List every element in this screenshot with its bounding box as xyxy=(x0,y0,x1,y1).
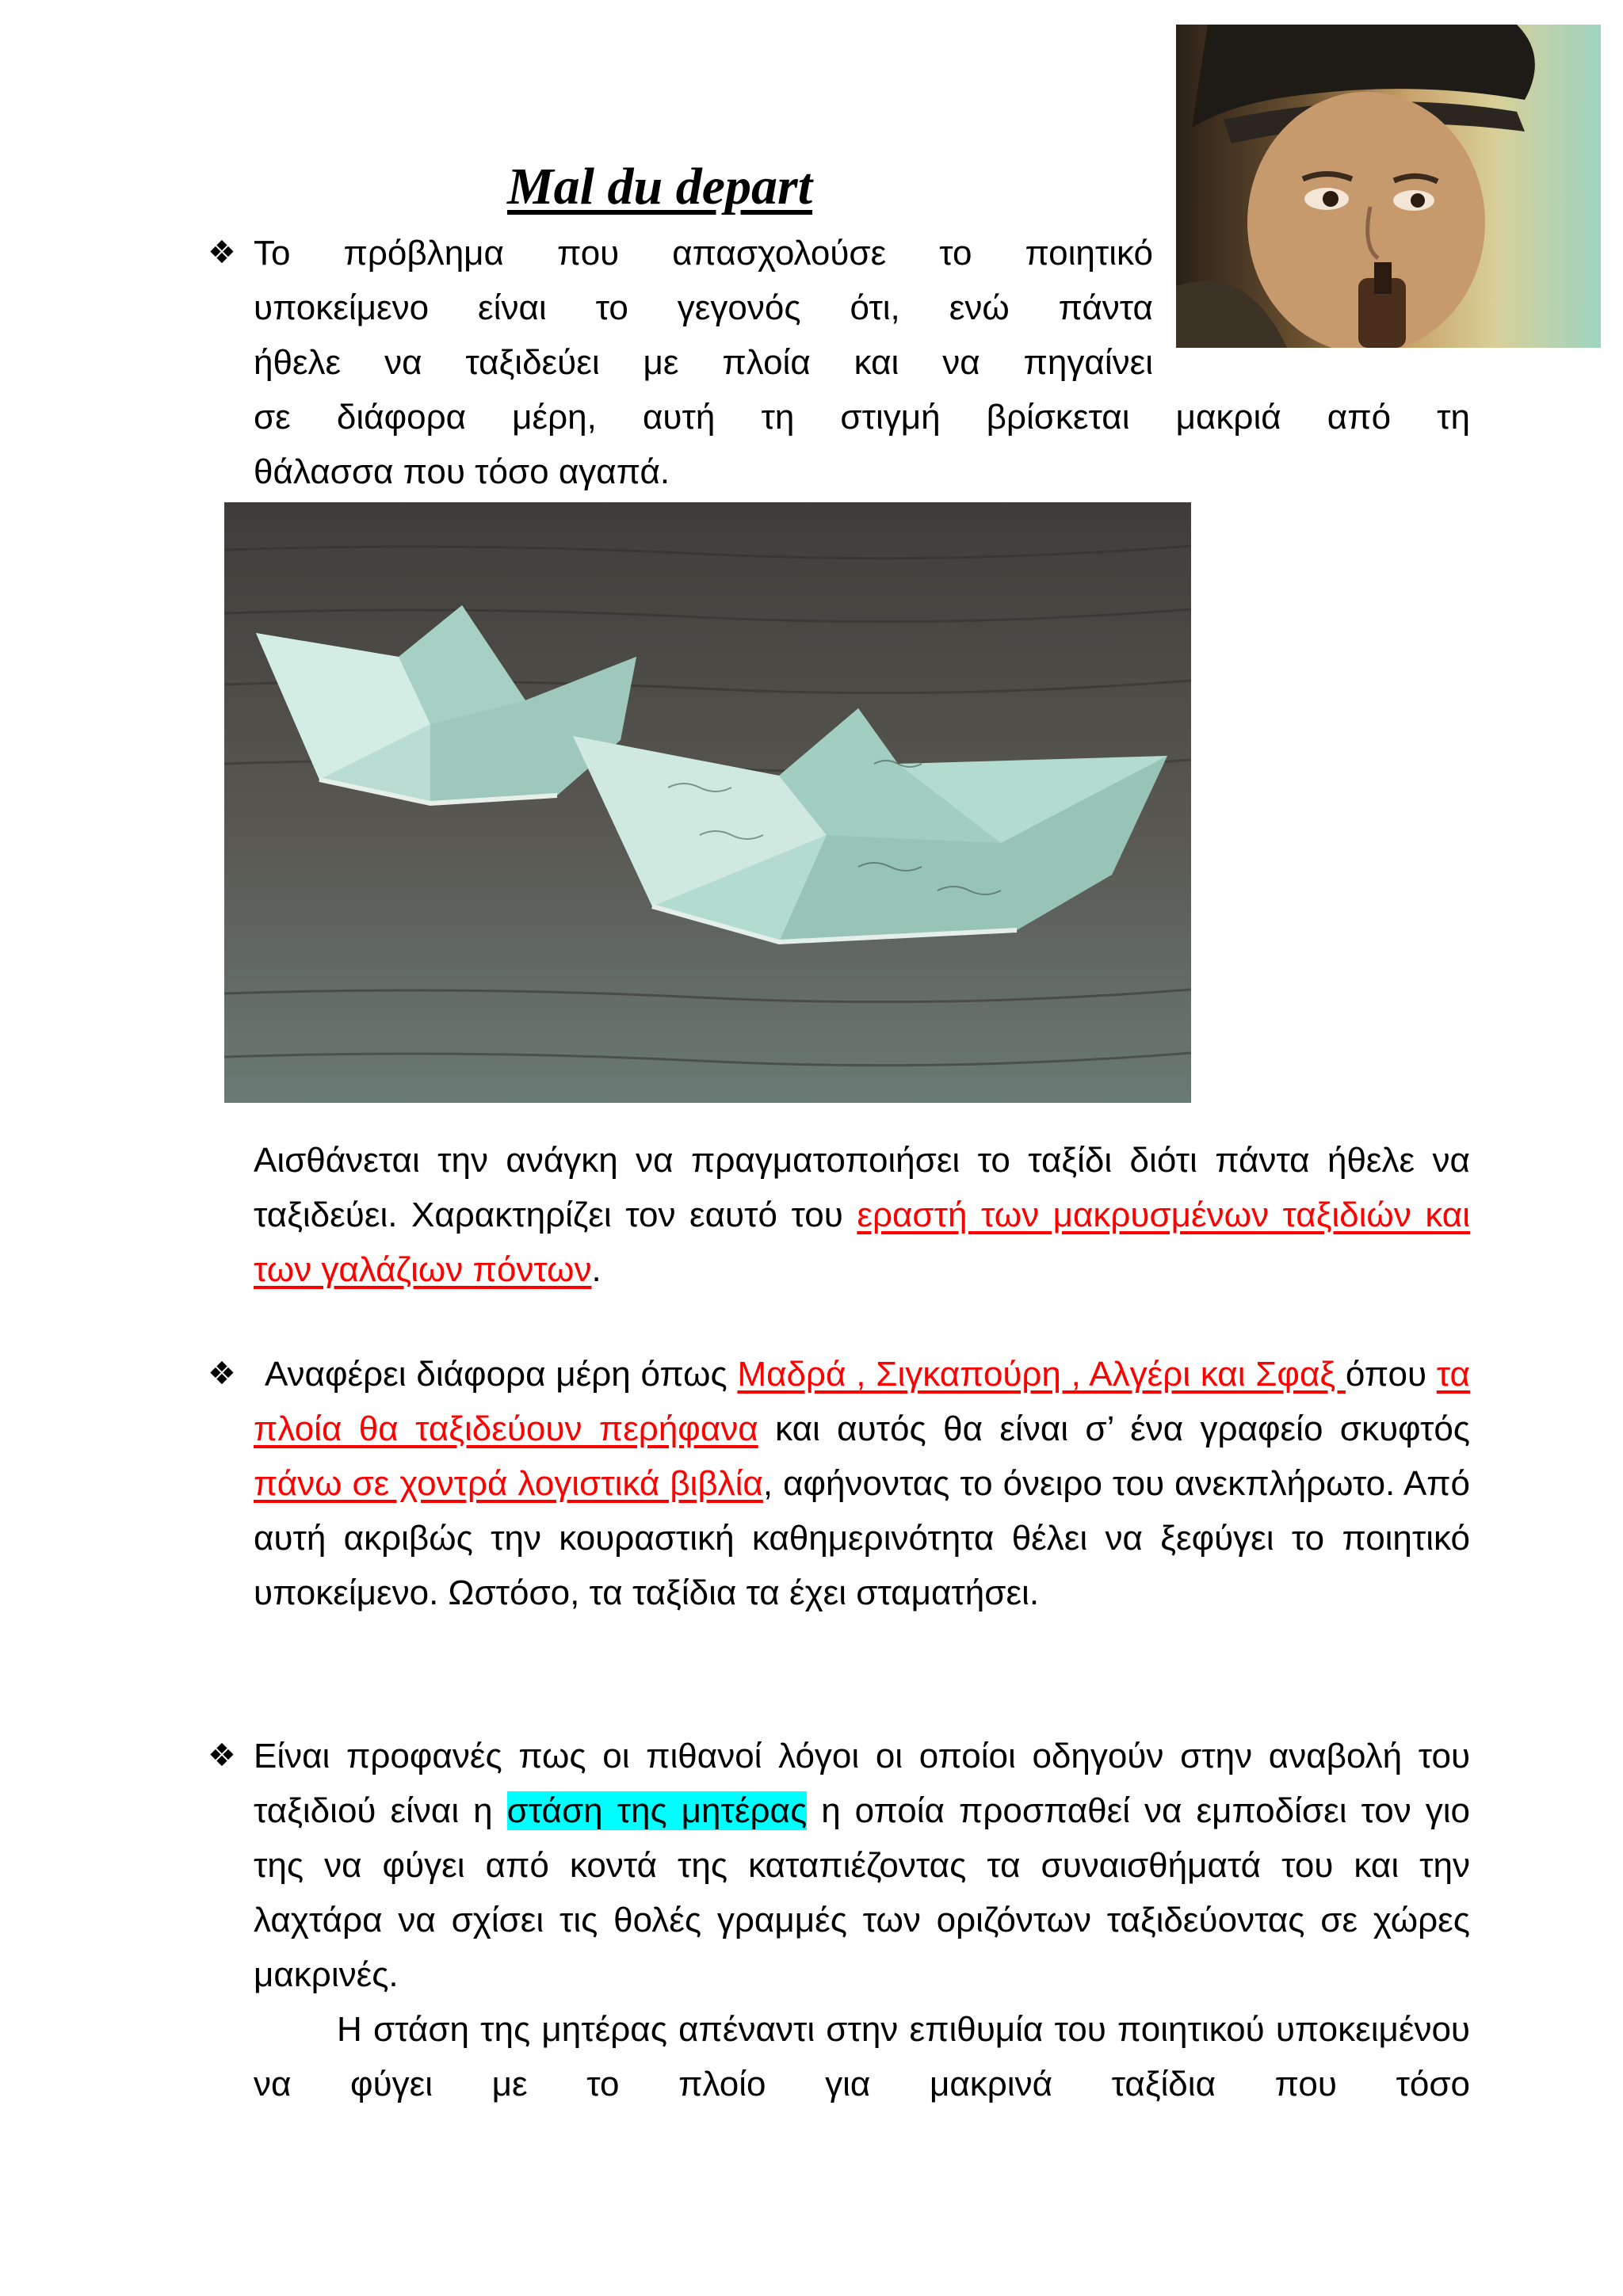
poet-portrait-image xyxy=(1176,25,1601,348)
paragraph-1-line-5: θάλασσα που τόσο αγαπά. xyxy=(254,452,670,491)
paragraph-2-red-phrase: εραστή των μακρυσμένων ταξιδιών και των γαλάζιων πόντων xyxy=(254,1196,1470,1289)
paragraph-4-text-b: η οποία προσπαθεί να εμποδίσει τον γιο της να φύγει από κοντά της καταπιέζοντας τα συναισθήματά του και την λαχτάρα να σχίσει τις θολές γραμμές των οριζόντων ταξιδεύοντας σε χώρες μακρινές. xyxy=(254,1791,1470,1994)
paragraph-2-end: . xyxy=(591,1250,601,1289)
paragraph-4-highlight: στάση της μητέρας xyxy=(506,1791,808,1830)
paragraph-5 xyxy=(254,2002,1470,2111)
paragraph-3-text-a: Αναφέρει διάφορα μέρη όπως xyxy=(265,1355,738,1394)
paragraph-3-books-phrase: πάνω σε χοντρά λογιστικά βιβλία xyxy=(254,1464,763,1503)
paragraph-3-ships-phrase: τα πλοία θα ταξιδεύουν περήφανα xyxy=(254,1355,1470,1448)
paragraph-2 xyxy=(254,1133,1470,1297)
paragraph-3-places: Μαδρά , Σιγκαπούρη , Αλγέρι και Σφαξ xyxy=(737,1355,1346,1394)
paragraph-4 xyxy=(254,1729,1470,2002)
bullet-icon: ❖ xyxy=(208,1737,236,1774)
bullet-icon: ❖ xyxy=(208,235,236,271)
paragraph-3 xyxy=(254,1347,1470,1620)
paragraph-1-line-2: υποκείμενο είναι το γεγονός ότι, ενώ πάντα xyxy=(254,288,1153,327)
paragraph-3-text-c: και αυτός θα είναι σ’ ένα γραφείο σκυφτός xyxy=(758,1409,1470,1448)
page-title: Mal du depart xyxy=(507,158,813,215)
paragraph-5-text: Η στάση της μητέρας απέναντι στην επιθυμία του ποιητικού υποκειμένου να φύγει με το πλοίο για μακρινά ταξίδια που τόσο xyxy=(254,2010,1470,2103)
paragraph-3-text-d: , αφήνοντας το όνειρο του ανεκπλήρωτο. Από αυτή ακριβώς την κουραστική καθημερινότητα θέλει να ξεφύγει το ποιητικό υποκείμενο. Ωστόσο, τα ταξίδια τα έχει σταματήσει. xyxy=(254,1464,1471,1612)
bullet-icon: ❖ xyxy=(208,1356,236,1392)
paragraph-1-line-1: Το πρόβλημα που απασχολούσε το ποιητικό xyxy=(254,234,1153,273)
paper-boats-image xyxy=(224,502,1191,1103)
paragraph-1-line-4: σε διάφορα μέρη, αυτή τη στιγμή βρίσκεται μακριά από τη xyxy=(254,398,1470,437)
paragraph-3-text-b: όπου xyxy=(1345,1355,1437,1394)
paragraph-1-line-3: ήθελε να ταξιδεύει με πλοία και να πηγαίνει xyxy=(254,343,1153,382)
paragraph-2-text: Αισθάνεται την ανάγκη να πραγματοποιήσει το ταξίδι διότι πάντα ήθελε να ταξιδεύει. Χαρακτηρίζει τον εαυτό του xyxy=(254,1141,1470,1234)
paragraph-4-text-a: Είναι προφανές πως οι πιθανοί λόγοι οι οποίοι οδηγούν στην αναβολή του ταξιδιού είναι η xyxy=(254,1737,1470,1830)
